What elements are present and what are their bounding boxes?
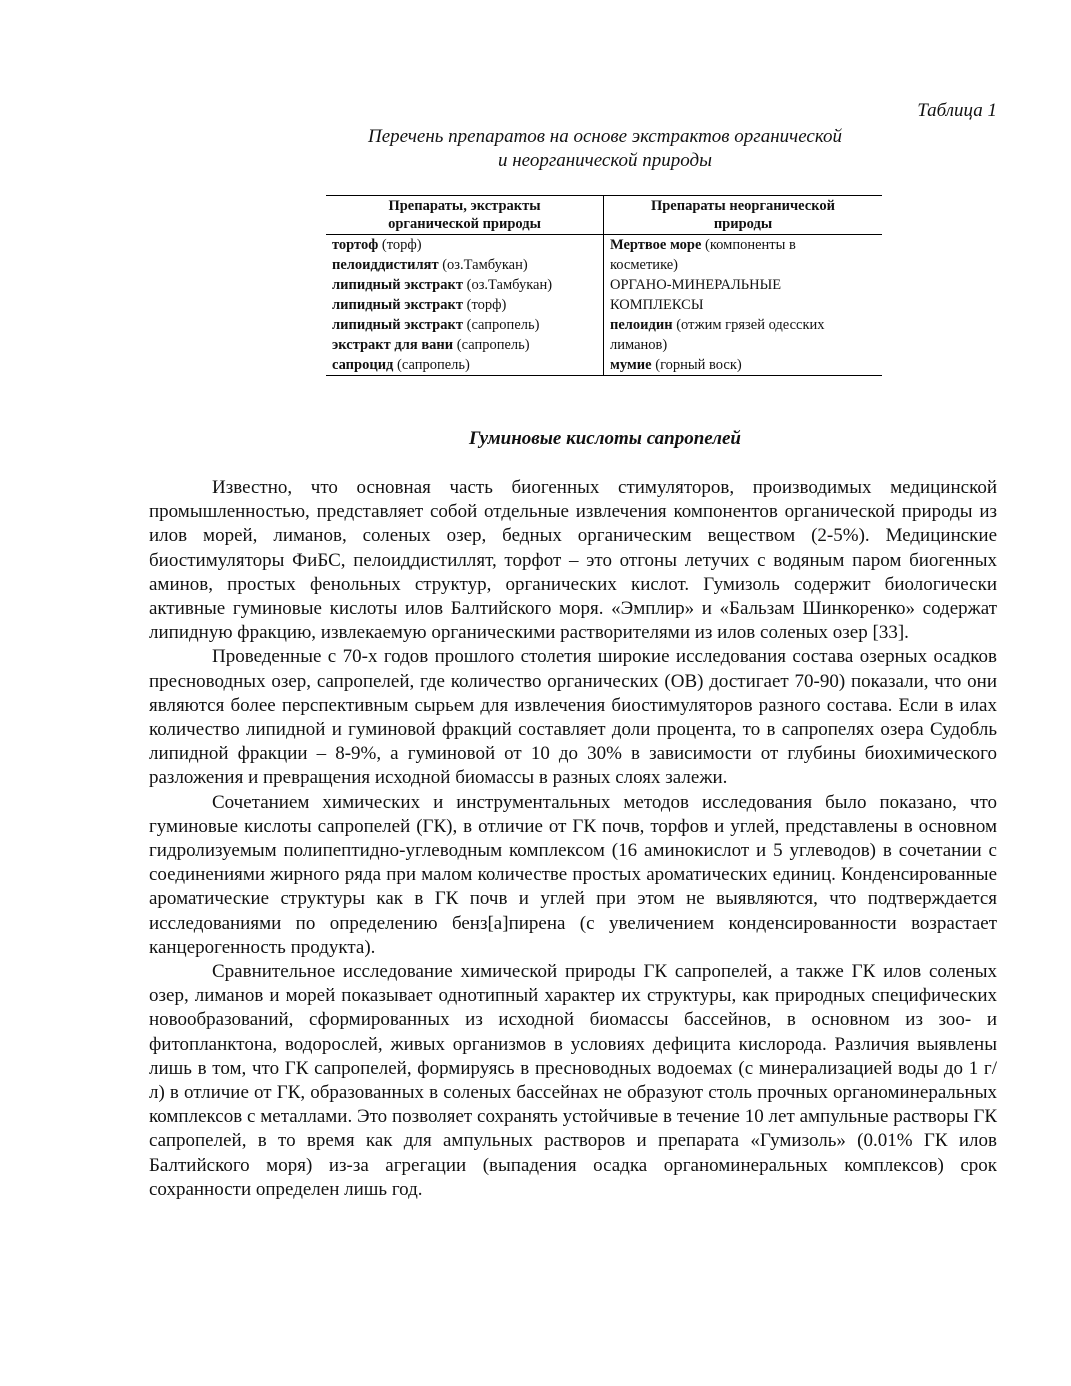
inorganic-cell [604,335,883,355]
preparation-name: Мертвое море [610,237,702,253]
inorganic-cell [604,275,883,295]
preparation-note: (сапропель) [393,357,470,373]
organic-cell [326,235,604,256]
organic-cell [326,295,604,315]
preparation-name: сапроцид [332,357,394,373]
preparation-note: (торф) [462,297,507,313]
preparation-note: КОМПЛЕКСЫ [610,297,704,313]
preparation-note: (торф) [378,237,422,253]
table-header-row [326,196,882,235]
organic-cell [326,315,604,335]
preparation-note: (сапропель) [462,317,540,333]
preparation-note: косметике) [610,257,679,273]
preparation-note: (компоненты в [701,237,796,253]
preparation-name: пелоиддистилят [332,257,439,273]
preparation-note: лиманов) [610,337,668,353]
preparation-name: липидный экстракт [332,277,463,293]
preparation-note: ОРГАНО-МИНЕРАЛЬНЫЕ [610,277,782,293]
table-row [326,355,882,376]
table-caption-line: и неорганической природы [497,150,713,171]
table-caption-line: Перечень препаратов на основе экстрактов органической [367,126,842,147]
organic-cell [326,275,604,295]
preparation-note: (оз.Тамбукан) [462,277,553,293]
header-inorganic: Препараты неорганической природы [604,196,883,235]
preparation-name: липидный экстракт [332,317,463,333]
organic-cell [326,255,604,275]
table-row [326,335,882,355]
preparations-table [326,195,882,376]
table-row [326,275,882,295]
section-title: Гуминовые кислоты сапропелей [469,428,741,449]
inorganic-cell [604,295,883,315]
table-caption [300,125,910,173]
preparation-note: (сапропель) [453,337,530,353]
organic-cell [326,355,604,376]
preparation-name: мумие [610,357,652,373]
paragraph: Сравнительное исследование химической природы ГК сапропелей, а также ГК илов соленых озер, лиманов и морей показывает однотипный характер их структуры, как природных специфических новообразований, сформированных из исходной биомассы бассейнов, в основном из зоо- и фитопланктона, водорослей, живых организмов в условиях дефицита кислорода. Различия выявлены лишь в том, что ГК сапропелей, формируясь в пресноводных водоемах (с минерализацией воды до 1 г/ л) в отличие от ГК, образованных в соленых бассейнах не образуют столь прочных органоминеральных комплексов с металлами. Это позволяет сохранять устойчивые в течение 10 лет ампульные растворы ГК сапропелей, в то время как для ампульных растворов и препарата «Гумизоль» (0.01% ГК илов Балтийского моря) из-за агрегации (выпадения осадка органоминеральных комплексов) срок сохранности определен лишь год. [149,961,997,1200]
inorganic-cell [604,355,883,376]
preparation-note: (отжим грязей одесских [672,317,825,333]
preparation-name: липидный экстракт [332,297,463,313]
paragraph: Известно, что основная часть биогенных стимуляторов, производимых медицинской промышленностью, представляет собой отдельные извлечения компонентов органической природы из илов морей, лиманов, соленых озер, бедных органическим веществом (2-5%). Медицинские биостимуляторы ФиБС, пелоиддистиллят, торфот – это отгоны летучих с водяным паром биогенных аминов, простых фенольных структур, органических кислот. Гумизоль содержит биологически активные гуминовые кислоты илов Балтийского моря. «Эмплир» и «Бальзам Шинкоренко» содержат липидную фракцию, извлекаемую органическими растворителями из илов соленых озер [33]. [149,477,997,644]
paragraph: Сочетанием химических и инструментальных методов исследования было показано, что гуминовые кислоты сапропелей (ГК), в отличие от ГК почв, торфов и углей, представлены в основном гидролизуемым полипептидно-углеводным комплексом (16 аминокислот и 5 углеводов) в сочетании с соединениями жирного ряда при малом количестве простых ароматических единиц. Конденсированные ароматические структуры как в ГК почв и углей при этом не выявляются, что подтверждается исследованиями по определению бенз[а]пирена (с увеличением конденсированности возрастает канцерогенность продукта). [149,791,997,958]
table-row [326,295,882,315]
preparation-note: (оз.Тамбукан) [438,257,528,273]
table-row [326,255,882,275]
preparation-name: пелоидин [610,317,673,333]
preparation-name: тортоф [332,237,379,253]
preparation-note: (горный воск) [651,357,742,373]
table-number: Таблица 1 [917,100,997,121]
table-row [326,315,882,335]
table-row [326,235,882,256]
body-text [149,476,997,1202]
paragraph: Проведенные с 70-х годов прошлого столетия широкие исследования состава озерных осадков пресноводных озер, сапропелей, где количество органических (ОВ) достигает 70-90) показали, что они являются более перспективным сырьем для извлечения биостимуляторов разного состава. Если в илах количество липидной и гуминовой фракций составляет доли процента, то в сапропелях озера Судобль липидной фракции – 8-9%, а гуминовой от 10 до 30% в зависимости от глубины биохимического разложения и превращения исходной биомассы в разных слоях залежи. [149,646,997,789]
inorganic-cell [604,255,883,275]
header-organic: Препараты, экстракты органической природы [326,196,604,235]
inorganic-cell [604,315,883,335]
organic-cell [326,335,604,355]
inorganic-cell [604,235,883,256]
preparation-name: экстракт для вани [332,337,454,353]
